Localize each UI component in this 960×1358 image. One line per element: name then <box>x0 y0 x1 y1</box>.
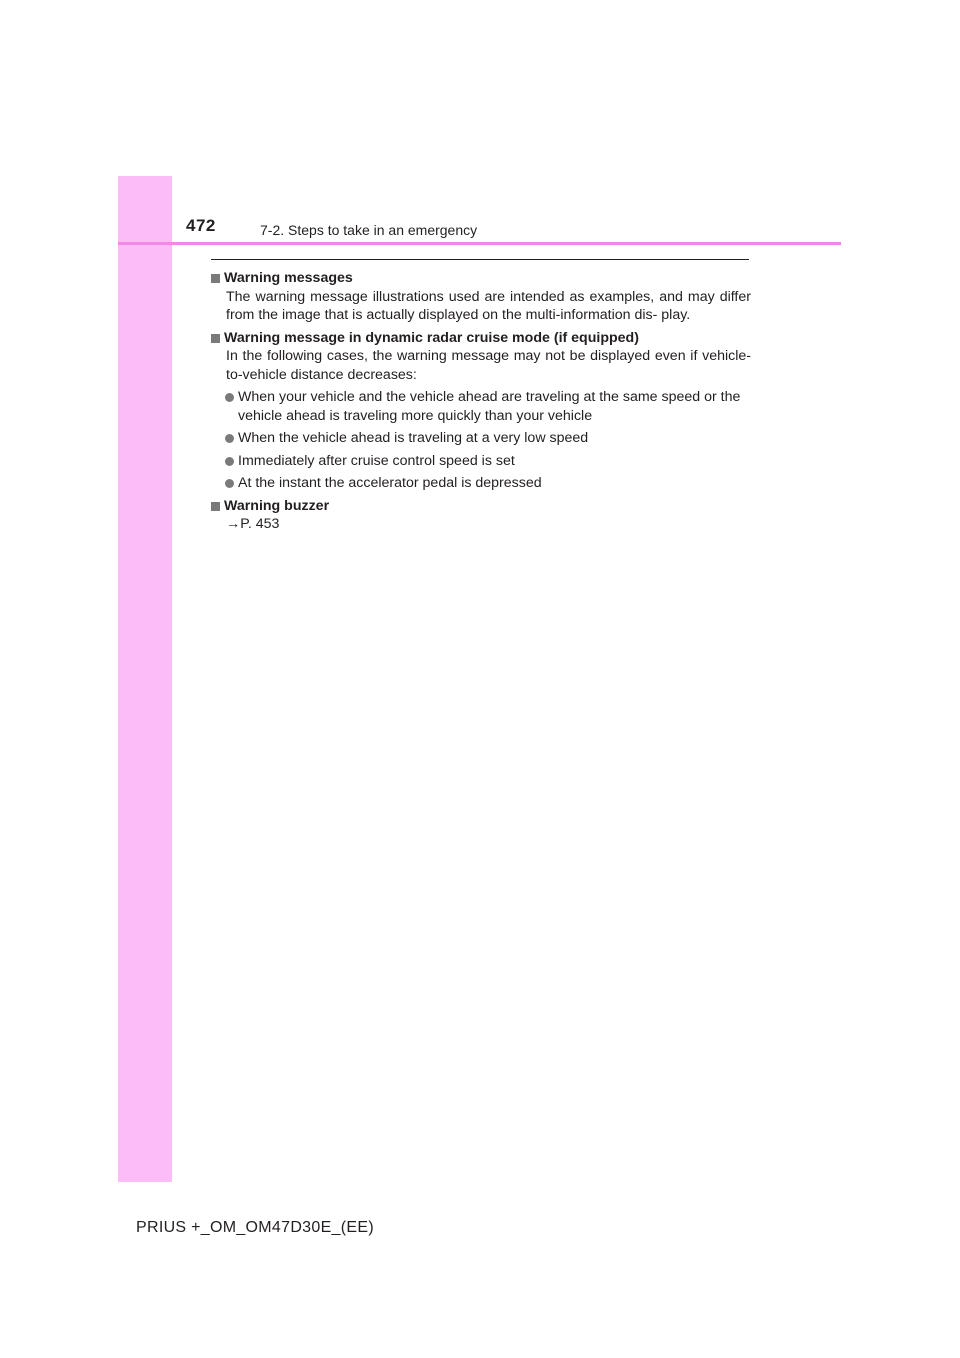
heading-warning-messages <box>211 269 751 288</box>
circle-bullet-icon <box>225 393 234 402</box>
circle-bullet-icon <box>225 434 234 443</box>
side-band <box>118 176 172 1182</box>
content-rule <box>211 259 749 260</box>
page-reference-link[interactable]: →P. 453 <box>226 516 280 532</box>
section-title: 7-2. Steps to take in an emergency <box>260 222 478 238</box>
heading-text: Warning message in dynamic radar cruise mode (if equipped) <box>224 329 639 346</box>
circle-bullet-icon <box>225 457 234 466</box>
list-item-text: Immediately after cruise control speed is set <box>238 452 515 469</box>
square-bullet-icon <box>211 334 220 343</box>
list-item <box>211 429 751 448</box>
heading-warning-buzzer <box>211 497 751 516</box>
list-item-text: When your vehicle and the vehicle ahead are traveling at the same speed or the vehicle ahead is traveling more quickly than your vehicle <box>238 389 741 424</box>
content <box>211 266 751 538</box>
heading-text: Warning messages <box>224 270 353 286</box>
footer-doc-id: PRIUS +_OM_OM47D30E_(EE) <box>136 1219 374 1236</box>
circle-bullet-icon <box>225 479 234 488</box>
list-item-text: When the vehicle ahead is traveling at a very low speed <box>238 430 589 446</box>
list-item <box>211 388 751 425</box>
heading-text: Warning buzzer <box>224 497 330 514</box>
list-item-text: At the instant the accelerator pedal is depressed <box>238 475 542 491</box>
square-bullet-icon <box>211 502 220 511</box>
page-number: 472 <box>186 216 216 235</box>
list-item <box>211 474 751 493</box>
square-bullet-icon <box>211 274 220 283</box>
paragraph-radar-cruise: In the following cases, the warning message may not be displayed even if vehicle-to-vehicle distance decreases: <box>226 348 751 383</box>
list-item <box>211 452 751 471</box>
paragraph-warning-messages: The warning message illustrations used are intended as examples, and may differ from the image that is actually displayed on the multi-information dis- play. <box>226 288 751 323</box>
heading-radar-cruise <box>211 329 751 348</box>
header-rule <box>118 242 841 245</box>
